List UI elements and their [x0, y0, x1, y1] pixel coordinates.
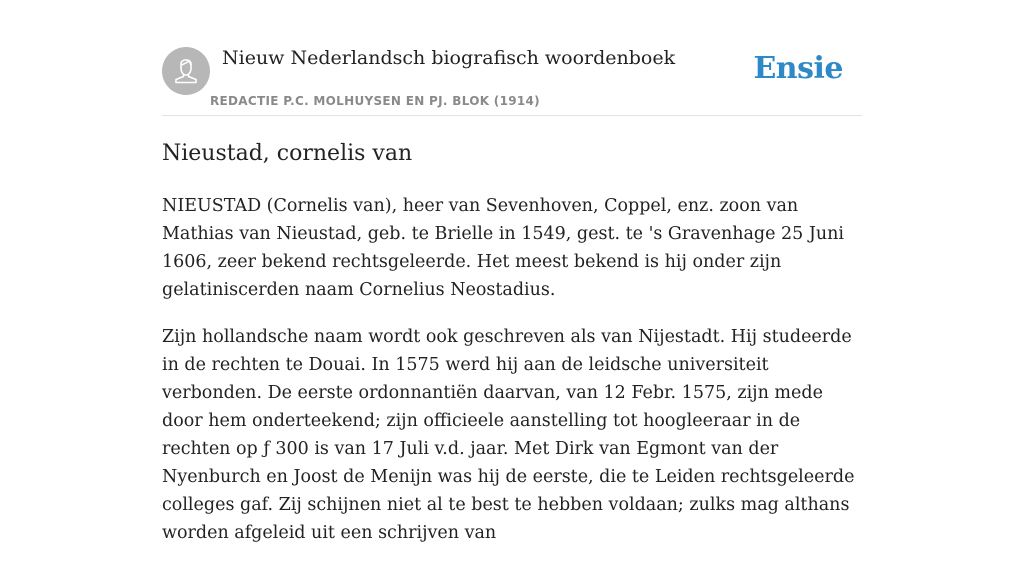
entry-body [162, 192, 862, 566]
book-editors: REDACTIE P.C. MOLHUYSEN EN PJ. BLOK (1914) [210, 94, 540, 108]
user-icon [162, 47, 210, 95]
book-title[interactable]: Nieuw Nederlandsch biografisch woordenboek [222, 47, 676, 69]
avatar[interactable] [162, 47, 210, 95]
entry-paragraph: Zijn hollandsche naam wordt ook geschreven als van Nijestadt. Hij studeerde in de rechten te Douai. In 1575 werd hij aan de leidsche universiteit verbonden. De eerste ordonnantiën daarvan, van 12 Febr. 1575, zijn mede door hem onderteekend; zijn officieele aanstelling tot hoogleeraar in de rechten op ƒ 300 is van 17 Juli v.d. jaar. Met Dirk van Egmont van der Nyenburch en Joost de Menijn was hij de eerste, die te Leiden rechtsgeleerde colleges gaf. Zij schijnen niet al te best te hebben voldaan; zulks mag althans worden afgeleid uit een schrijven van [162, 327, 855, 543]
entry-title: Nieustad, cornelis van [162, 141, 413, 166]
content-container [162, 0, 862, 543]
entry-paragraph: NIEUSTAD (Cornelis van), heer van Sevenhoven, Coppel, enz. zoon van Mathias van Nieustad, geb. te Brielle in 1549, gest. te 's Gravenhage 25 Juni 1606, zeer bekend rechtsgeleerde. Het meest bekend is hij onder zijn gelatiniscerden naam Cornelius Neostadius. [162, 196, 845, 300]
brand-logo[interactable]: Ensie [753, 51, 843, 86]
source-header [162, 0, 862, 116]
